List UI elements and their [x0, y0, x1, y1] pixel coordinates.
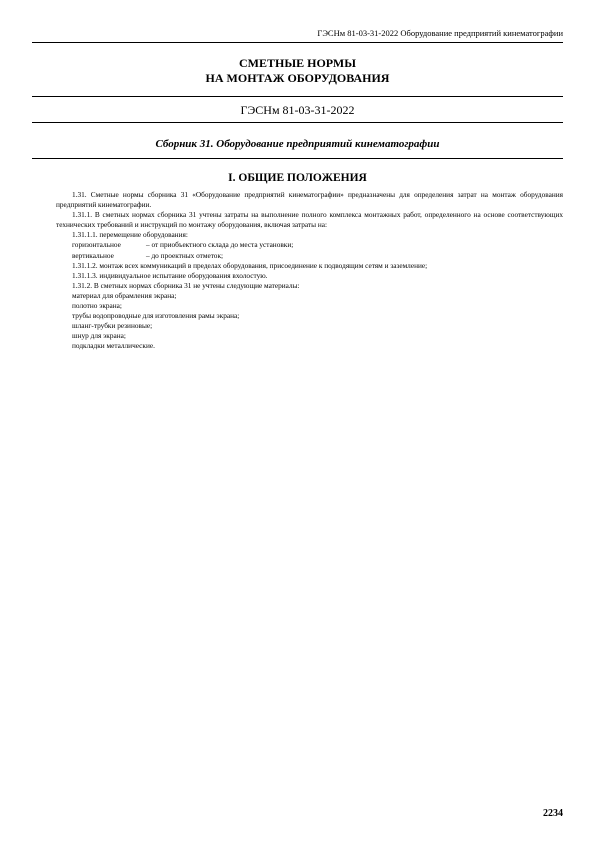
running-header: ГЭСНм 81-03-31-2022 Оборудование предприятий кинематографии [317, 28, 563, 38]
movement-text-vertical: – до проектных отметок; [146, 250, 224, 260]
section-title: I. ОБЩИЕ ПОЛОЖЕНИЯ [228, 172, 367, 184]
header-rule [32, 42, 563, 43]
paragraph-1-31-1-1: 1.31.1.1. перемещение оборудования: [72, 230, 188, 240]
paragraph-1-31: 1.31. Сметные нормы сборника 31 «Оборудование предприятий кинематографии» предназначены для определения затрат на монтаж оборудования предприятий кинематографии. [56, 190, 563, 210]
movement-text-horizontal: – от приобъектного склада до места установки; [146, 240, 294, 250]
paragraph-1-31-1-2: 1.31.1.2. монтаж всех коммуникаций в пределах оборудования, присоединение к подводящим сетям и заземление; [72, 260, 428, 270]
movement-term-horizontal: горизонтальное [72, 240, 121, 250]
movement-vertical [72, 251, 563, 261]
document-code: ГЭСНм 81-03-31-2022 [240, 103, 355, 117]
collection-title: Сборник 31. Оборудование предприятий кинематографии [155, 138, 440, 150]
movement-term-vertical: вертикальное [72, 250, 114, 260]
body-text [56, 190, 563, 352]
title-line-2: НА МОНТАЖ ОБОРУДОВАНИЯ [205, 71, 390, 85]
material-item: трубы водопроводные для изготовления рамы экрана; [72, 311, 240, 321]
paragraph-1-31-1: 1.31.1. В сметных нормах сборника 31 учтены затраты на выполнение полного комплекса монтажных работ, определенного на основе соответствующих технических требований и инструкций по монтажу оборудования, включая затраты на: [56, 210, 563, 230]
title-rule [32, 96, 563, 97]
page-number: 2234 [543, 808, 563, 819]
material-item: подкладки металлические. [72, 341, 155, 351]
material-item: материал для обрамления экрана; [72, 290, 177, 300]
collection-rule [32, 158, 563, 159]
material-item: шланг-трубки резиновые; [72, 321, 153, 331]
material-item: полотно экрана; [72, 301, 122, 311]
paragraph-1-31-2: 1.31.2. В сметных нормах сборника 31 не учтены следующие материалы: [72, 280, 300, 290]
material-item: шнур для экрана; [72, 331, 126, 341]
paragraph-1-31-1-3: 1.31.1.3. индивидуальное испытание оборудования вхолостую. [72, 270, 268, 280]
movement-horizontal [72, 240, 563, 250]
code-rule [32, 122, 563, 123]
title-line-1: СМЕТНЫЕ НОРМЫ [239, 56, 356, 70]
document-title [32, 56, 563, 86]
